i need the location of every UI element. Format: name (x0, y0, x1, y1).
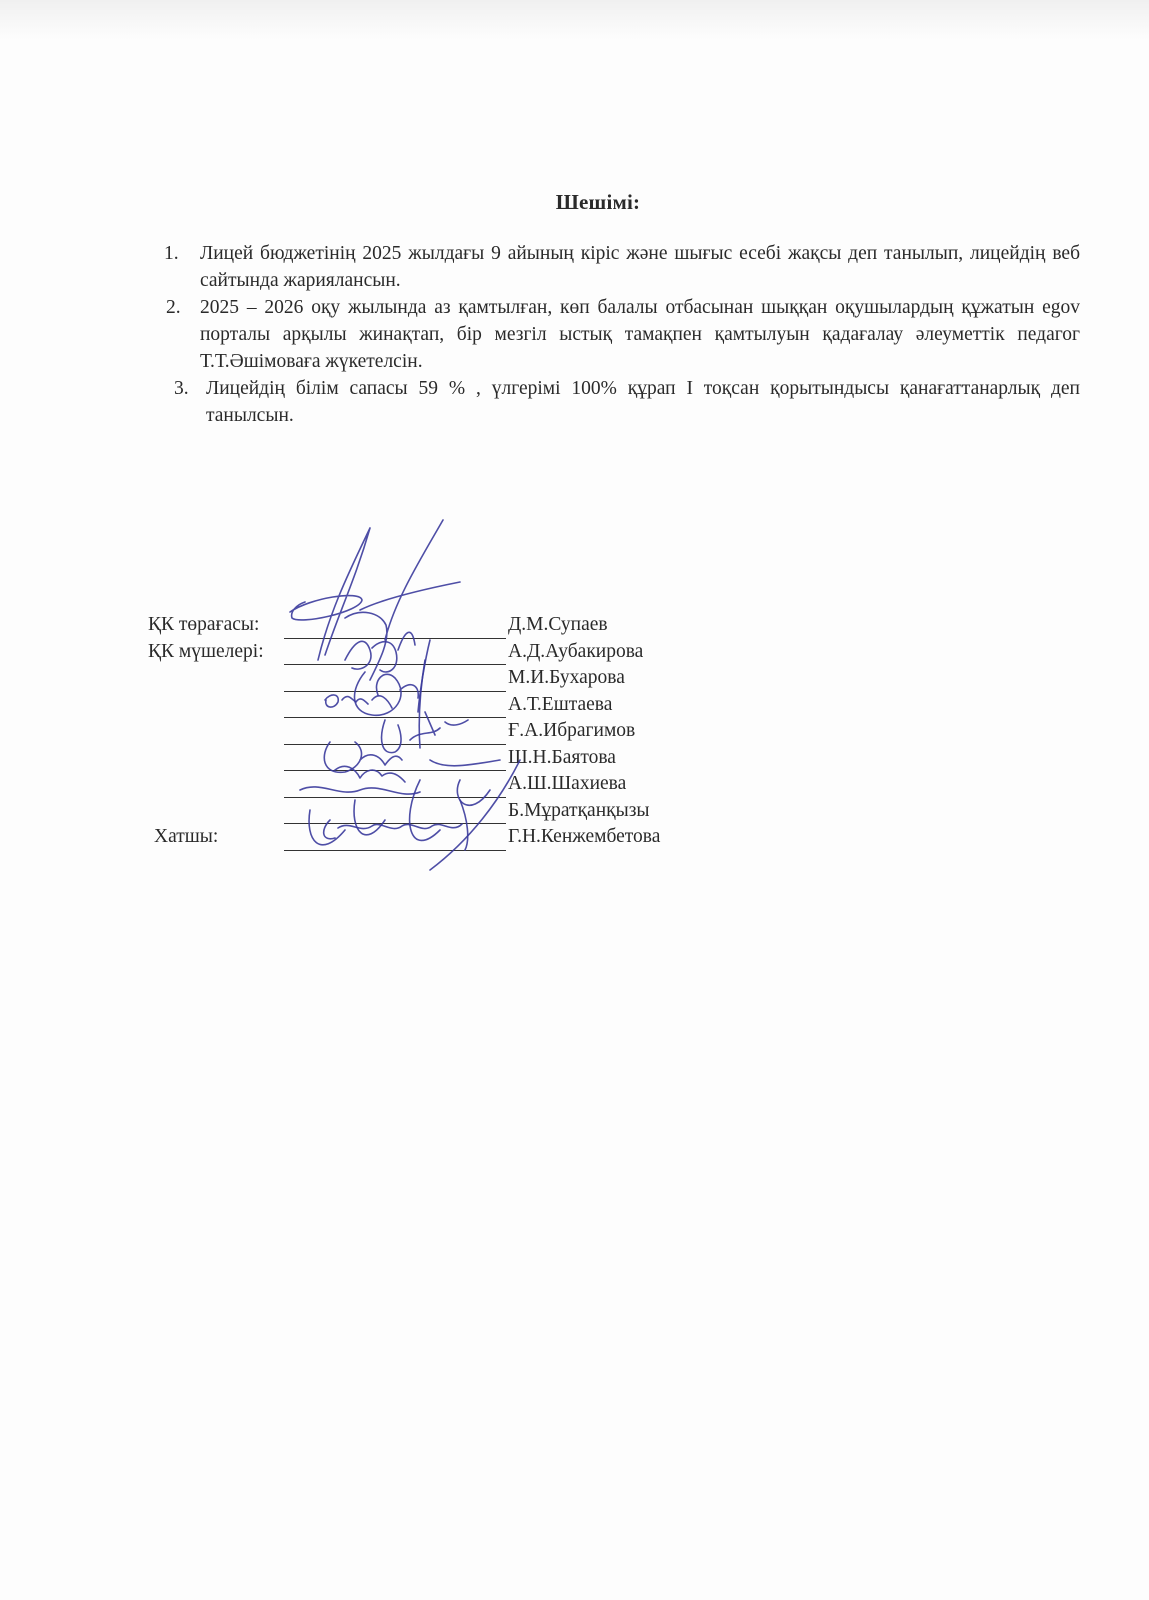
signature-row-member (148, 639, 660, 666)
signature-line (284, 724, 506, 745)
signatory-name: А.Д.Аубакирова (508, 640, 644, 662)
signatory-name: А.Т.Ештаева (508, 693, 613, 715)
decision-number: 2. (166, 297, 181, 318)
page-edge-shadow (0, 0, 1149, 40)
signature-role: Хатшы: (154, 826, 219, 847)
signatory-name: Д.М.Супаев (508, 614, 608, 635)
signature-block (148, 612, 660, 851)
decision-text: Лицей бюджетінің 2025 жылдағы 9 айының кіріс және шығыс есебі жақсы деп танылып, лицейдің веб сайтында жариялансын. (200, 243, 1080, 291)
signature-role: ҚК мүшелері: (148, 640, 264, 662)
signatory-name: М.И.Бухарова (508, 667, 625, 688)
signature-row-member (148, 718, 660, 745)
signature-line (284, 803, 506, 824)
signature-row-chairman (148, 612, 660, 639)
decision-item (160, 240, 1080, 294)
decision-text: Лицейдің білім сапасы 59 % , үлгерімі 100% құрап I тоқсан қорытындысы қанағаттанарлық деп танылсын. (206, 378, 1080, 426)
signature-line (284, 777, 506, 798)
decision-text: 2025 – 2026 оқу жылында аз қамтылған, көп балалы отбасынан шыққан оқушылардың құжатын egov порталы арқылы жинақтап, бір мезгіл ыстық тамақпен қамтылуын қадағалау әлеуметтік педагог Т.Т.Әшімоваға жүкетелсін. (200, 297, 1080, 372)
document-title: Шешімі: (555, 190, 641, 214)
signatory-name: Ғ.А.Ибрагимов (508, 720, 636, 741)
signature-row-member (148, 692, 660, 719)
signature-row-member (148, 665, 660, 692)
signatory-name: А.Ш.Шахиева (508, 773, 627, 794)
signature-line (284, 830, 506, 851)
signature-line (284, 671, 506, 692)
signature-line (284, 644, 506, 665)
signatory-name: Г.Н.Кенжембетова (508, 826, 661, 847)
signature-line (284, 750, 506, 771)
signature-row-member (148, 771, 660, 798)
signature-row-member (148, 745, 660, 772)
signature-line (284, 618, 506, 639)
decisions-list (160, 240, 1080, 429)
signature-row-secretary (148, 824, 660, 851)
decision-item (160, 294, 1080, 375)
decision-item (160, 375, 1080, 429)
decision-number: 3. (174, 378, 189, 399)
signature-row-member (148, 798, 660, 825)
signatory-name: Б.Мұратқанқызы (508, 799, 650, 821)
signatory-name: Ш.Н.Баятова (508, 746, 616, 768)
decision-number: 1. (164, 243, 179, 264)
signature-role: ҚК төрағасы: (148, 614, 260, 635)
signature-line (284, 697, 506, 718)
